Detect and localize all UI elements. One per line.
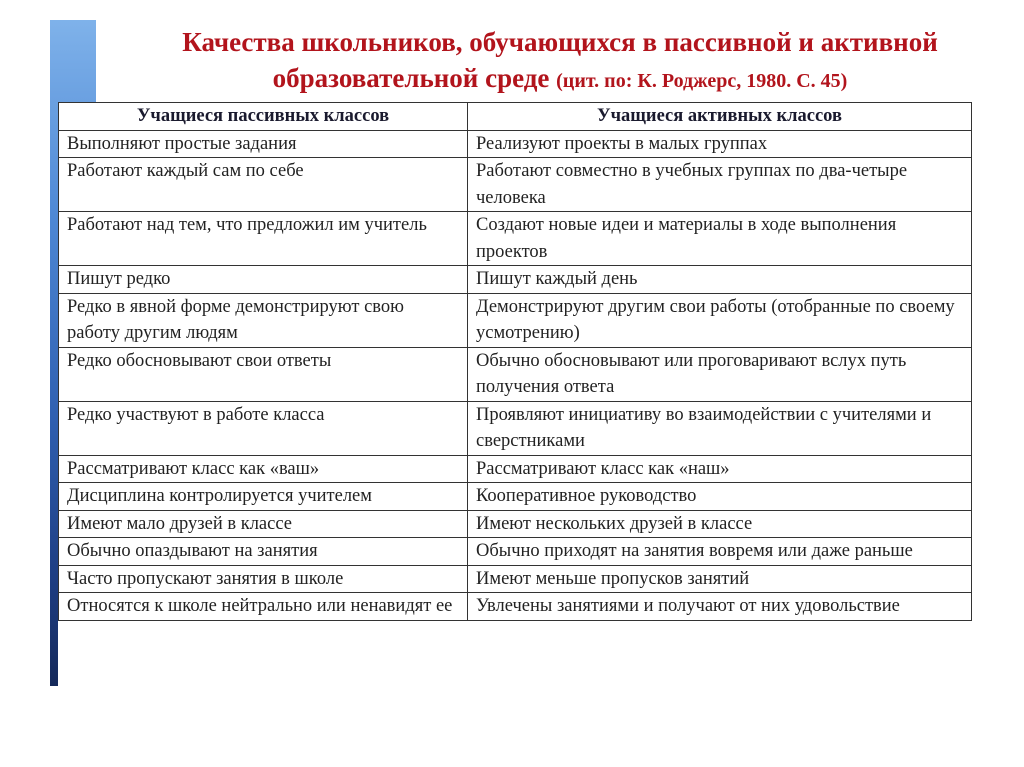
table-row (59, 130, 972, 158)
comparison-table-container (58, 102, 974, 687)
cell-active: Имеют нескольких друзей в классе (468, 510, 972, 538)
header-passive: Учащиеся пассивных классов (59, 103, 468, 131)
cell-passive: Редко участвуют в работе класса (59, 401, 468, 455)
title-citation: (цит. по: К. Роджерс, 1980. С. 45) (556, 70, 848, 92)
table-row (59, 158, 972, 212)
table-row (59, 455, 972, 483)
cell-active: Рассматривают класс как «наш» (468, 455, 972, 483)
table-row (59, 483, 972, 511)
table-row (59, 593, 972, 621)
cell-passive: Пишут редко (59, 266, 468, 294)
table-row (59, 510, 972, 538)
cell-active: Обычно приходят на занятия вовремя или даже раньше (468, 538, 972, 566)
cell-active: Демонстрируют другим свои работы (отобранные по своему усмотрению) (468, 293, 972, 347)
table-row (59, 347, 972, 401)
cell-passive: Относятся к школе нейтрально или ненавидят ее (59, 593, 468, 621)
table-row (59, 212, 972, 266)
cell-passive: Часто пропускают занятия в школе (59, 565, 468, 593)
comparison-table (58, 102, 972, 621)
title-main: Качества школьников, обучающихся в пассивной и активной образовательной среде (182, 27, 938, 93)
cell-passive: Работают над тем, что предложил им учитель (59, 212, 468, 266)
cell-active: Увлечены занятиями и получают от них удовольствие (468, 593, 972, 621)
cell-passive: Имеют мало друзей в классе (59, 510, 468, 538)
cell-passive: Дисциплина контролируется учителем (59, 483, 468, 511)
table-row (59, 401, 972, 455)
header-active: Учащиеся активных классов (468, 103, 972, 131)
cell-active: Проявляют инициативу во взаимодействии с учителями и сверстниками (468, 401, 972, 455)
slide-title (100, 24, 1020, 99)
cell-active: Пишут каждый день (468, 266, 972, 294)
cell-active: Имеют меньше пропусков занятий (468, 565, 972, 593)
table-row (59, 266, 972, 294)
cell-passive: Обычно опаздывают на занятия (59, 538, 468, 566)
table-row (59, 565, 972, 593)
cell-passive: Выполняют простые задания (59, 130, 468, 158)
cell-passive: Редко обосновывают свои ответы (59, 347, 468, 401)
table-row (59, 293, 972, 347)
table-row (59, 538, 972, 566)
table-header-row (59, 103, 972, 131)
cell-active: Обычно обосновывают или проговаривают вслух путь получения ответа (468, 347, 972, 401)
cell-passive: Рассматривают класс как «ваш» (59, 455, 468, 483)
cell-active: Кооперативное руководство (468, 483, 972, 511)
cell-passive: Работают каждый сам по себе (59, 158, 468, 212)
cell-passive: Редко в явной форме демонстрируют свою работу другим людям (59, 293, 468, 347)
cell-active: Работают совместно в учебных группах по два-четыре человека (468, 158, 972, 212)
cell-active: Реализуют проекты в малых группах (468, 130, 972, 158)
cell-active: Создают новые идеи и материалы в ходе выполнения проектов (468, 212, 972, 266)
